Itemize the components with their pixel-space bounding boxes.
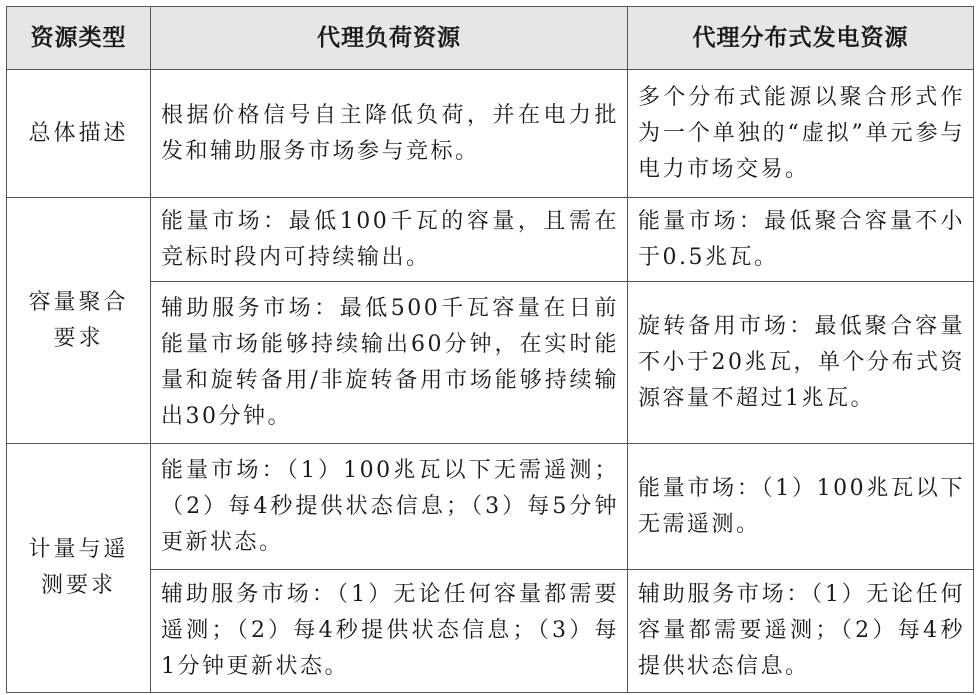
metering-dg-energy-cell: 能量市场：（1）100兆瓦以下无需遥测。 <box>628 444 974 570</box>
table-row <box>7 282 974 444</box>
metering-dg-ancillary-cell: 辅助服务市场：（1）无论任何容量都需要遥测；（2）每4秒提供状态信息。 <box>628 570 974 693</box>
overview-load-cell: 根据价格信号自主降低负荷，并在电力批发和辅助服务市场参与竞标。 <box>151 70 628 198</box>
category-capacity: 容量聚合要求 <box>7 198 151 444</box>
capacity-load-energy-cell: 能量市场：最低100千瓦的容量，且需在竞标时段内可持续输出。 <box>151 198 628 282</box>
header-dg-resource: 代理分布式发电资源 <box>628 7 974 70</box>
metering-load-ancillary-cell: 辅助服务市场：（1）无论任何容量都需要遥测；（2）每4秒提供状态信息；（3）每1分钟更新状态。 <box>151 570 628 693</box>
header-row <box>7 7 974 70</box>
capacity-dg-energy-cell: 能量市场：最低聚合容量不小于0.5兆瓦。 <box>628 198 974 282</box>
header-load-resource: 代理负荷资源 <box>151 7 628 70</box>
overview-dg-cell: 多个分布式能源以聚合形式作为一个单独的“虚拟”单元参与电力市场交易。 <box>628 70 974 198</box>
resource-comparison-table <box>6 6 974 693</box>
table-row <box>7 198 974 282</box>
capacity-load-ancillary-cell: 辅助服务市场：最低500千瓦容量在日前能量市场能够持续输出60分钟，在实时能量和旋转备用/非旋转备用市场能够持续输出30分钟。 <box>151 282 628 444</box>
metering-load-energy-cell: 能量市场：（1）100兆瓦以下无需遥测；（2）每4秒提供状态信息；（3）每5分钟更新状态。 <box>151 444 628 570</box>
capacity-dg-ancillary-cell: 旋转备用市场：最低聚合容量不小于20兆瓦，单个分布式资源容量不超过1兆瓦。 <box>628 282 974 444</box>
table-row <box>7 570 974 693</box>
table-row <box>7 70 974 198</box>
category-overview: 总体描述 <box>7 70 151 198</box>
table-row <box>7 444 974 570</box>
header-resource-type: 资源类型 <box>7 7 151 70</box>
category-metering: 计量与遥测要求 <box>7 444 151 693</box>
